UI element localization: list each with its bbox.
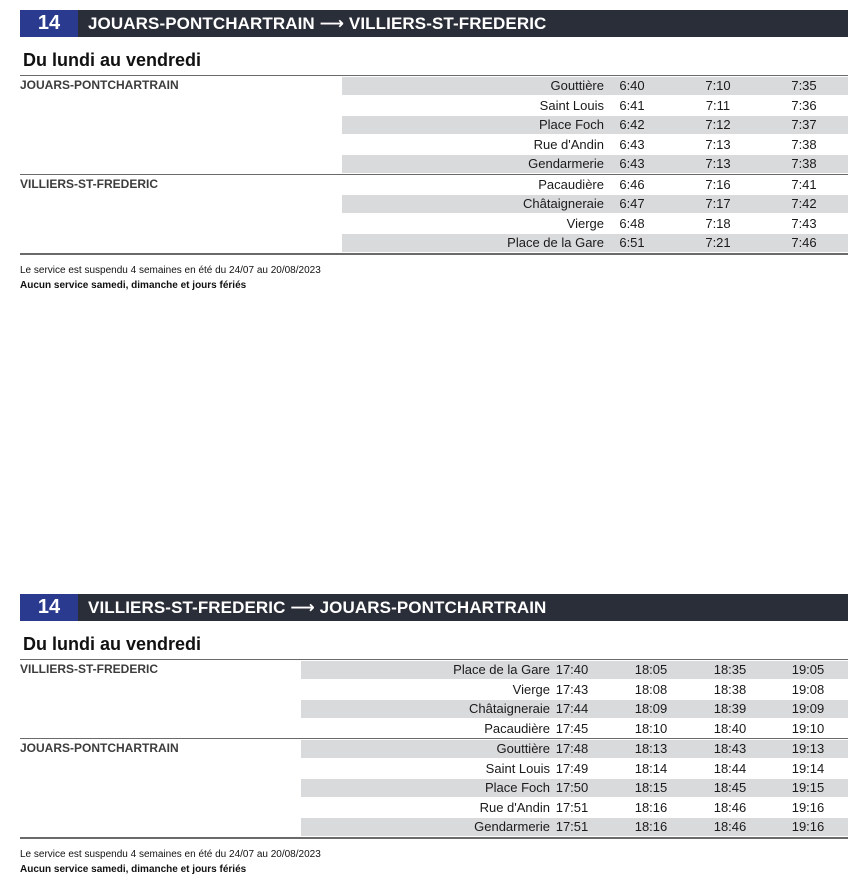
commune-label: VILLIERS-ST-FREDERIC xyxy=(20,176,159,191)
service-period: Du lundi au vendredi xyxy=(23,50,202,70)
departure-time: 7:46 xyxy=(791,235,817,250)
service-notes xyxy=(20,847,321,877)
table-row xyxy=(20,194,848,214)
departure-time: 17:40 xyxy=(555,662,589,677)
departure-time: 19:08 xyxy=(791,681,825,697)
departure-time: 7:11 xyxy=(705,97,731,113)
service-notes xyxy=(20,263,321,293)
schedule-table xyxy=(20,659,848,839)
stop-name: Gendarmerie xyxy=(474,819,550,834)
departure-time: 7:38 xyxy=(791,156,817,171)
departure-time: 18:14 xyxy=(634,760,668,776)
departure-time: 19:09 xyxy=(791,701,825,716)
departure-time: 18:13 xyxy=(634,741,668,756)
line-number-badge: 14 xyxy=(20,594,78,621)
stop-name: Châtaigneraie xyxy=(469,701,550,716)
suspension-note: Le service est suspendu 4 semaines en été du 24/07 au 20/08/2023 xyxy=(20,264,321,276)
table-row xyxy=(20,96,848,116)
table-row xyxy=(20,174,848,195)
departure-time: 7:18 xyxy=(705,215,731,231)
departure-time: 17:50 xyxy=(555,780,589,795)
departure-time: 7:10 xyxy=(705,78,731,93)
departure-time: 7:13 xyxy=(705,156,731,171)
departure-time: 18:43 xyxy=(713,741,747,756)
table-row xyxy=(20,699,848,719)
departure-time: 18:39 xyxy=(713,701,747,716)
departure-time: 18:16 xyxy=(634,799,668,815)
departure-time: 6:43 xyxy=(619,136,645,152)
departure-time: 7:43 xyxy=(791,215,817,231)
table-row xyxy=(20,778,848,798)
departure-time: 6:47 xyxy=(619,196,645,211)
table-row xyxy=(20,759,848,779)
table-row xyxy=(20,817,848,839)
stop-name: Rue d'Andin xyxy=(533,136,604,152)
departure-time: 7:36 xyxy=(791,97,817,113)
service-period: Du lundi au vendredi xyxy=(23,634,202,654)
timetable-morning xyxy=(20,10,848,291)
departure-time: 17:43 xyxy=(555,681,589,697)
departure-time: 7:16 xyxy=(705,176,731,192)
commune-label: VILLIERS-ST-FREDERIC xyxy=(20,662,159,676)
departure-time: 7:17 xyxy=(705,196,731,211)
stop-name: Saint Louis xyxy=(485,760,550,776)
commune-label: JOUARS-PONTCHARTRAIN xyxy=(20,78,179,92)
suspension-note: Le service est suspendu 4 semaines en été du 24/07 au 20/08/2023 xyxy=(20,848,321,860)
table-row xyxy=(20,115,848,135)
stop-name: Saint Louis xyxy=(539,97,604,113)
departure-time: 19:13 xyxy=(791,741,825,756)
departure-time: 18:46 xyxy=(713,799,747,815)
departure-time: 7:41 xyxy=(791,176,817,192)
departure-time: 7:13 xyxy=(705,136,731,152)
commune-label: JOUARS-PONTCHARTRAIN xyxy=(20,741,179,755)
stop-name: Place de la Gare xyxy=(507,235,604,250)
no-service-note: Aucun service samedi, dimanche et jours fériés xyxy=(20,863,247,875)
departure-time: 17:44 xyxy=(555,701,589,716)
route-header xyxy=(20,10,848,37)
departure-time: 19:15 xyxy=(791,780,825,795)
timetable-evening xyxy=(20,594,848,875)
stop-name: Gendarmerie xyxy=(528,156,604,171)
departure-time: 6:43 xyxy=(619,156,645,171)
table-row xyxy=(20,76,848,96)
departure-time: 18:38 xyxy=(713,681,747,697)
departure-time: 17:45 xyxy=(555,720,589,736)
departure-time: 18:15 xyxy=(634,780,668,795)
table-row xyxy=(20,798,848,818)
departure-time: 19:10 xyxy=(791,720,825,736)
departure-time: 7:21 xyxy=(705,235,731,250)
departure-time: 7:42 xyxy=(791,196,817,211)
departure-time: 6:40 xyxy=(619,78,645,93)
departure-time: 7:12 xyxy=(705,117,731,132)
departure-time: 6:42 xyxy=(619,117,645,132)
departure-time: 17:51 xyxy=(555,819,589,834)
table-row xyxy=(20,154,848,174)
table-row xyxy=(20,233,848,255)
departure-time: 17:49 xyxy=(555,760,589,776)
departure-time: 18:10 xyxy=(634,720,668,736)
stop-name: Gouttière xyxy=(496,741,550,756)
table-row xyxy=(20,738,848,759)
departure-time: 18:44 xyxy=(713,760,747,776)
table-row xyxy=(20,135,848,155)
departure-time: 6:41 xyxy=(619,97,645,113)
departure-time: 18:46 xyxy=(713,819,747,834)
stop-name: Rue d'Andin xyxy=(479,799,550,815)
departure-time: 6:46 xyxy=(619,176,645,192)
departure-time: 18:16 xyxy=(634,819,668,834)
route-title: JOUARS-PONTCHARTRAIN ⟶ VILLIERS-ST-FREDERIC xyxy=(88,14,547,33)
no-service-note: Aucun service samedi, dimanche et jours fériés xyxy=(20,279,247,291)
departure-time: 18:09 xyxy=(634,701,668,716)
departure-time: 18:40 xyxy=(713,720,747,736)
stop-name: Vierge xyxy=(566,215,604,231)
departure-time: 18:05 xyxy=(634,662,668,677)
departure-time: 18:08 xyxy=(634,681,668,697)
stop-name: Pacaudière xyxy=(538,176,604,192)
departure-time: 7:37 xyxy=(791,117,817,132)
line-number-badge: 14 xyxy=(20,10,78,37)
departure-time: 19:16 xyxy=(791,799,825,815)
schedule-table xyxy=(20,75,848,255)
route-header xyxy=(20,594,848,621)
table-row xyxy=(20,719,848,739)
departure-time: 19:14 xyxy=(791,760,825,776)
stop-name: Place de la Gare xyxy=(453,662,550,677)
table-row xyxy=(20,660,848,680)
departure-time: 6:51 xyxy=(619,235,645,250)
departure-time: 19:16 xyxy=(791,819,825,834)
departure-time: 7:38 xyxy=(791,136,817,152)
departure-time: 18:45 xyxy=(713,780,747,795)
departure-time: 18:35 xyxy=(713,662,747,677)
stop-name: Pacaudière xyxy=(484,720,550,736)
table-row xyxy=(20,680,848,700)
departure-time: 17:51 xyxy=(555,799,589,815)
stop-name: Place Foch xyxy=(484,780,550,795)
table-row xyxy=(20,214,848,234)
route-title: VILLIERS-ST-FREDERIC ⟶ JOUARS-PONTCHARTRAIN xyxy=(88,598,547,617)
departure-time: 6:48 xyxy=(619,215,645,231)
stop-name: Vierge xyxy=(512,681,550,697)
departure-time: 19:05 xyxy=(791,662,825,677)
stop-name: Place Foch xyxy=(538,117,604,132)
departure-time: 7:35 xyxy=(791,78,817,93)
departure-time: 17:48 xyxy=(555,741,589,756)
stop-name: Châtaigneraie xyxy=(523,196,604,211)
stop-name: Gouttière xyxy=(550,78,604,93)
